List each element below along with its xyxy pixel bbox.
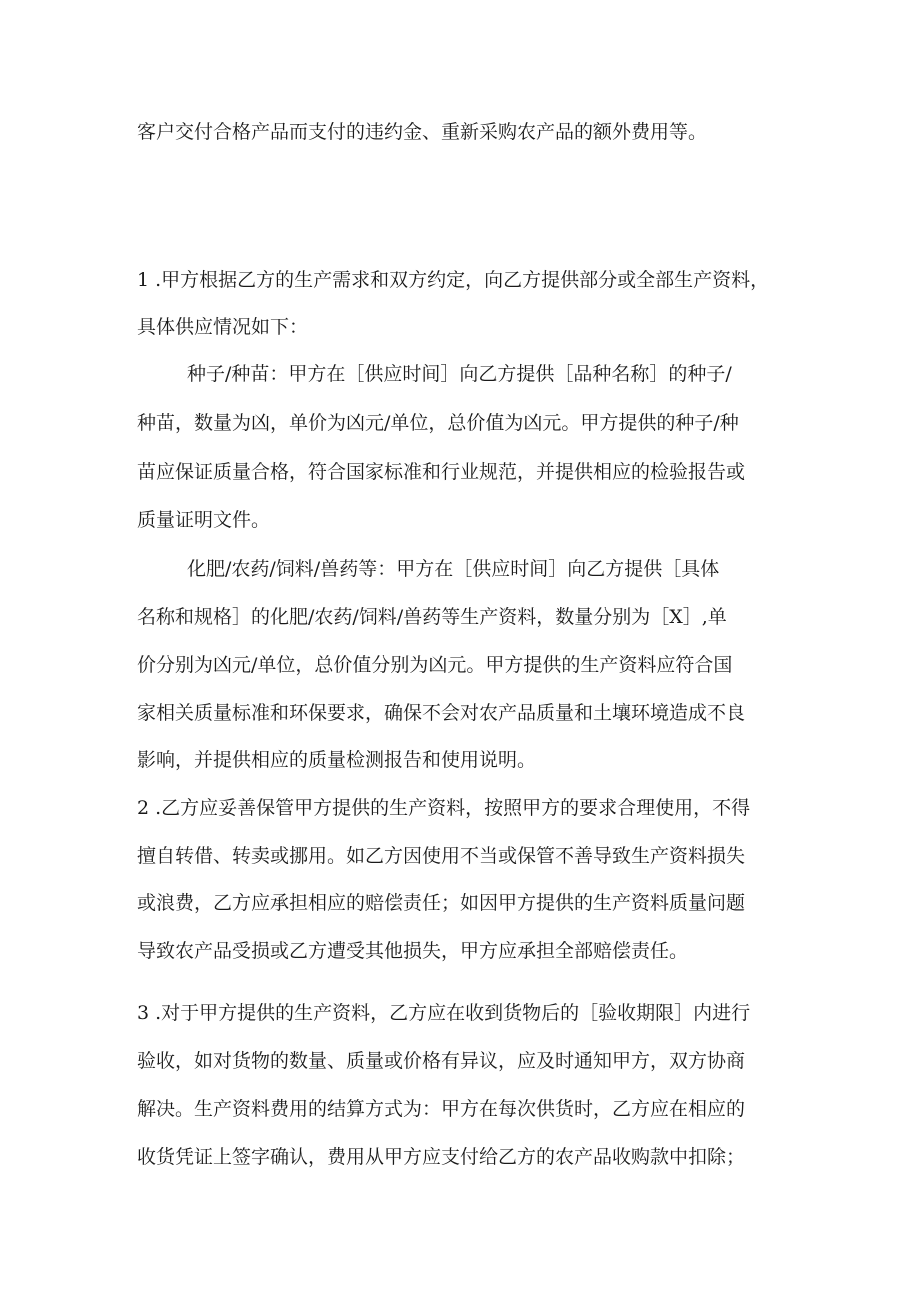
fertilizer-line: 价分别为凶元/单位，总价值分别为凶元。甲方提供的生产资料应符合国 <box>137 654 733 676</box>
clause-3-line: 解决。生产资料费用的结算方式为：甲方在每次供货时，乙方应在相应的 <box>137 1098 746 1120</box>
seeds-line: 苗应保证质量合格，符合国家标准和行业规范，并提供相应的检验报告或 <box>137 461 746 483</box>
clause-1-line: 1 .甲方根据乙方的生产需求和双方约定，向乙方提供部分或全部生产资料， <box>137 269 770 291</box>
fertilizer-line: 影响，并提供相应的质量检测报告和使用说明。 <box>137 749 537 771</box>
fertilizer-line: 家相关质量标准和环保要求，确保不会对农产品质量和土壤环境造成不良 <box>137 702 746 724</box>
fertilizer-line: 化肥/农药/饲料/兽药等：甲方在［供应时间］向乙方提供［具体 <box>187 558 720 580</box>
clause-3-line: 3 .对于甲方提供的生产资料，乙方应在收到货物后的［验收期限］内进行 <box>137 1002 751 1024</box>
clause-2-line: 导致农产品受损或乙方遭受其他损失，甲方应承担全部赔偿责任。 <box>137 940 689 962</box>
clause-2-line: 2 .乙方应妥善保管甲方提供的生产资料，按照甲方的要求合理使用，不得 <box>137 797 751 819</box>
clause-3-line: 验收，如对货物的数量、质量或价格有异议，应及时通知甲方，双方协商 <box>137 1050 746 1072</box>
seeds-line: 质量证明文件。 <box>137 509 271 531</box>
fertilizer-line: 名称和规格］的化肥/农药/饲料/兽药等生产资料，数量分别为［X］,单 <box>137 606 727 628</box>
clause-3-line: 收货凭证上签字确认，费用从甲方应支付给乙方的农产品收购款中扣除； <box>137 1146 746 1168</box>
paragraph-line: 客户交付合格产品而支付的违约金、重新采购农产品的额外费用等。 <box>137 121 708 143</box>
clause-1-line: 具体供应情况如下： <box>137 316 309 338</box>
seeds-line: 种子/种苗：甲方在［供应时间］向乙方提供［品种名称］的种子/ <box>187 363 732 385</box>
clause-2-line: 擅自转借、转卖或挪用。如乙方因使用不当或保管不善导致生产资料损失 <box>137 845 746 867</box>
clause-2-line: 或浪费，乙方应承担相应的赔偿责任；如因甲方提供的生产资料质量问题 <box>137 892 746 914</box>
seeds-line: 种苗，数量为凶，单价为凶元/单位，总价值为凶元。甲方提供的种子/种 <box>137 412 739 434</box>
